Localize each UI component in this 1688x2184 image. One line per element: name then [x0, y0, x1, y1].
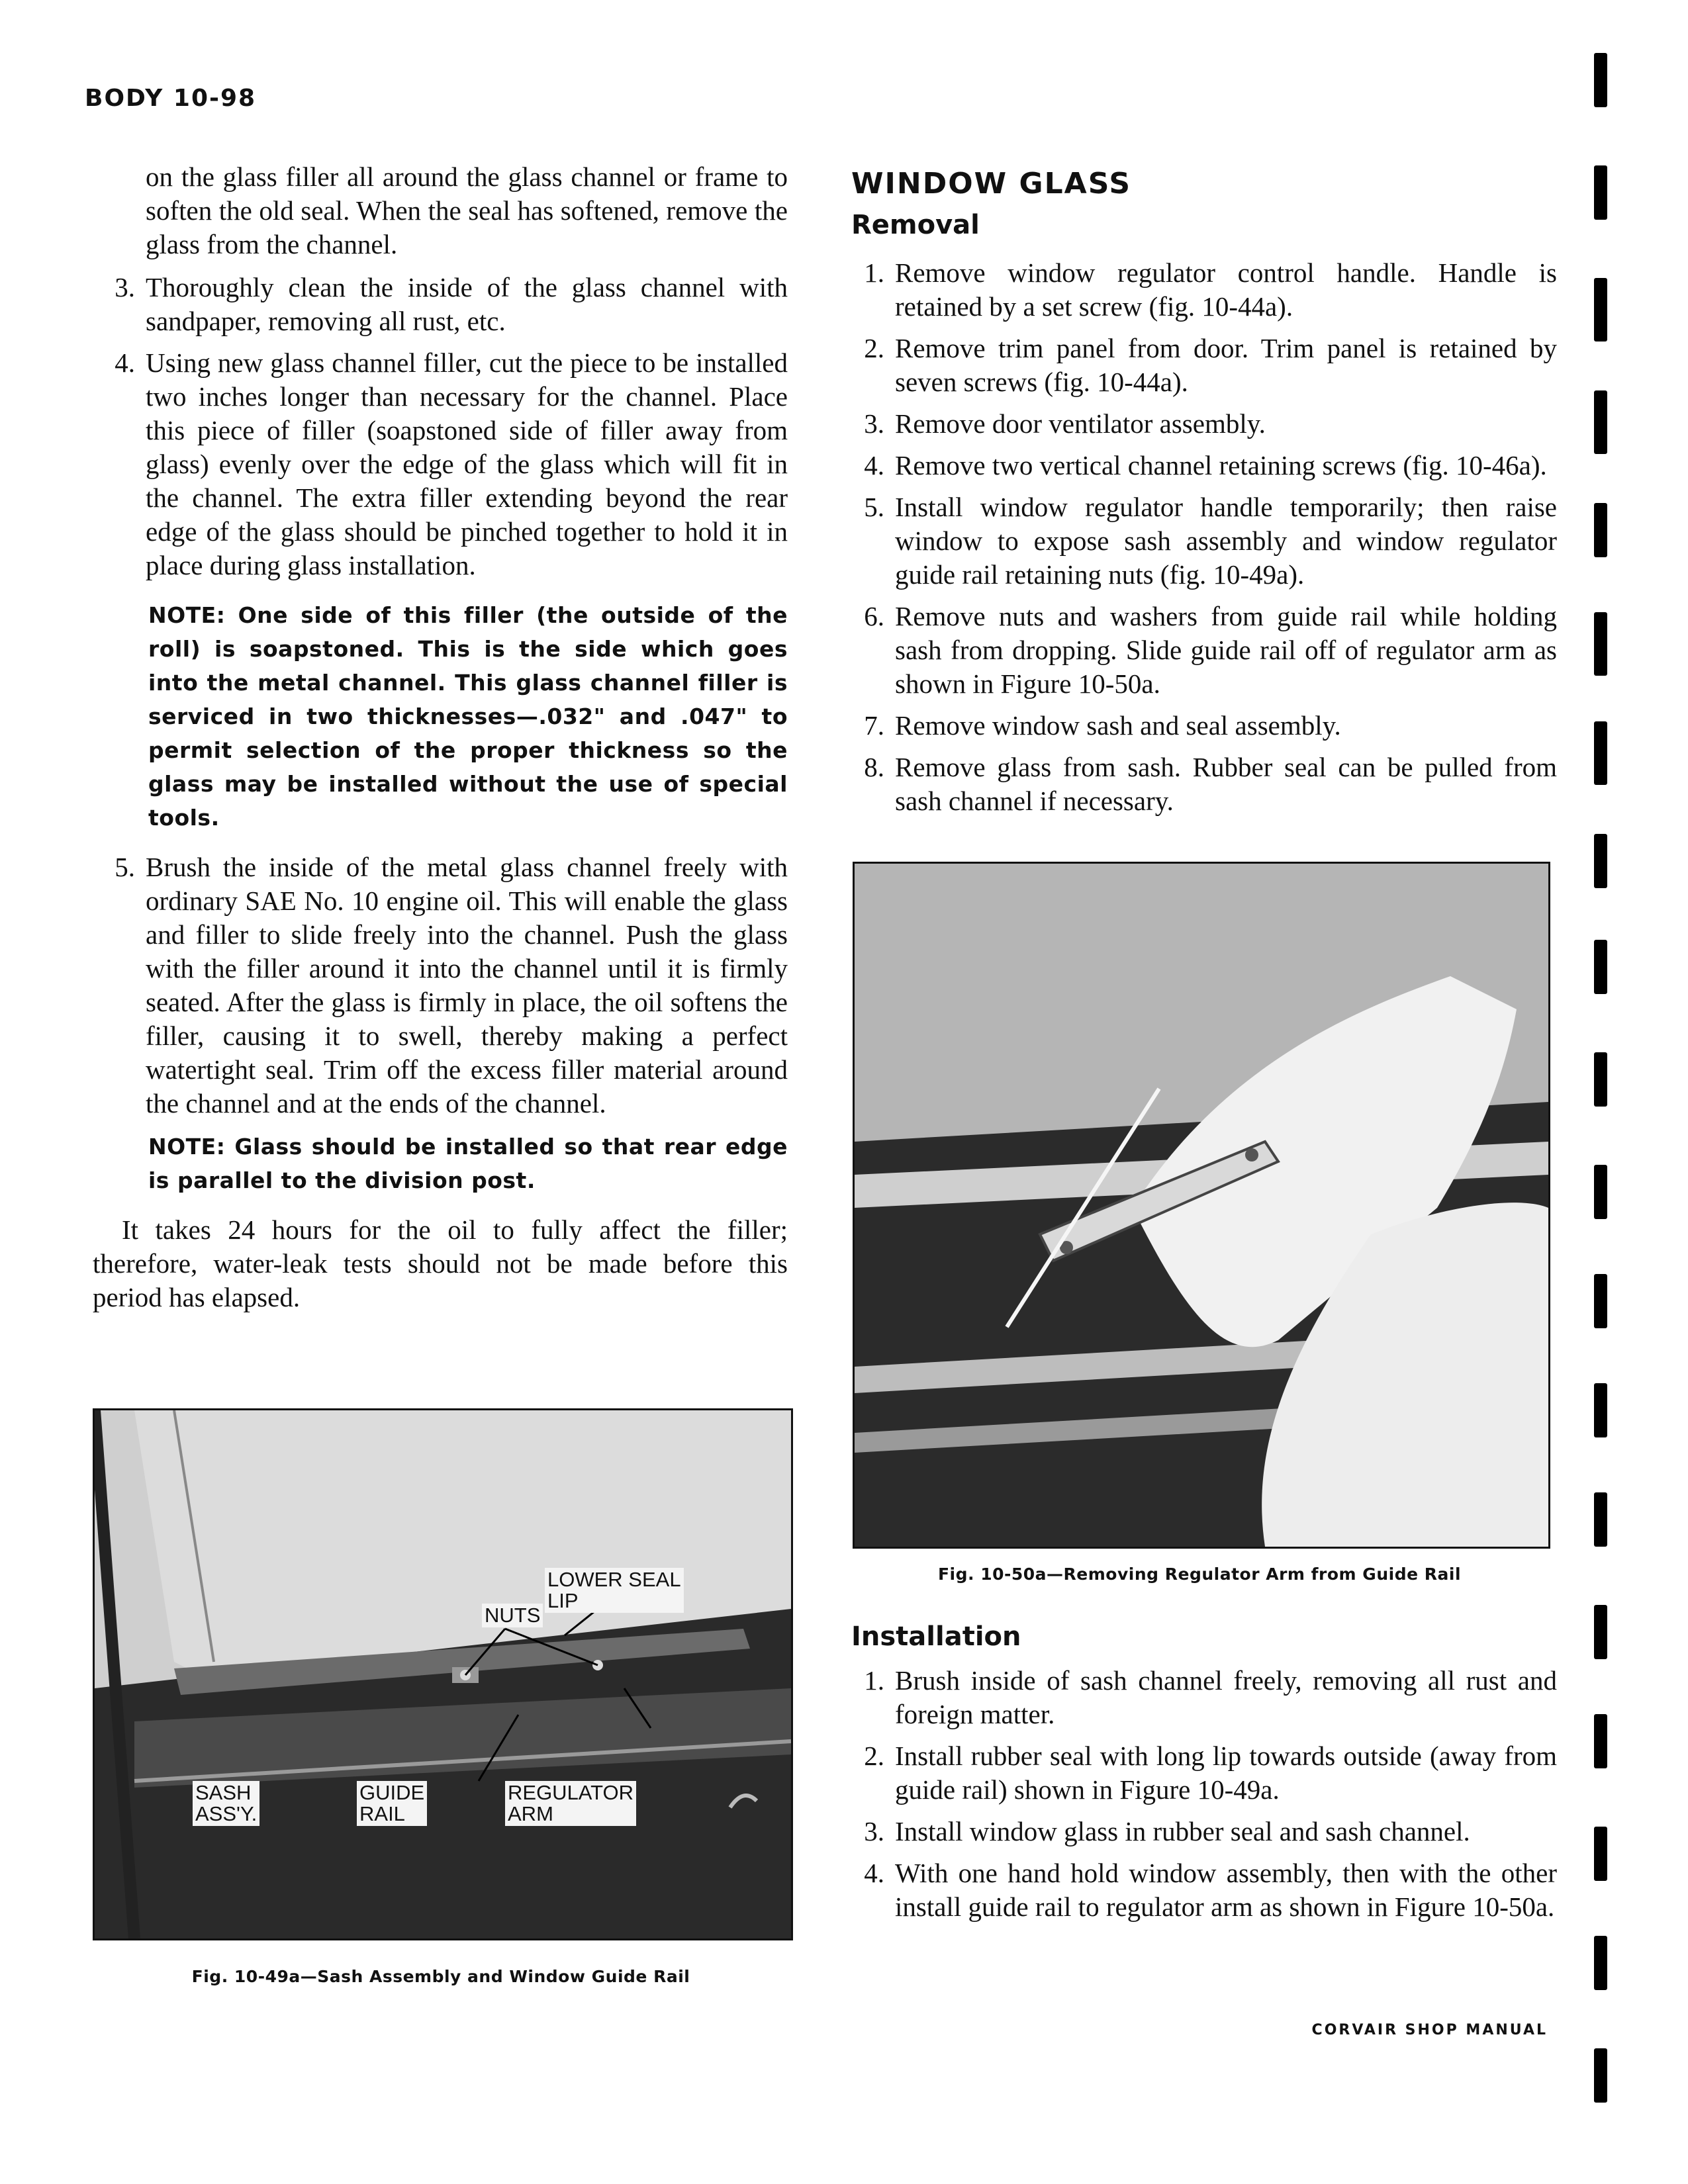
- revision-bar: [1594, 165, 1607, 220]
- item-number: 2.: [864, 333, 884, 363]
- item-number: 4.: [864, 1858, 884, 1888]
- revision-bar: [1594, 1052, 1607, 1107]
- item-number: 3.: [864, 1816, 884, 1846]
- item-number: 5.: [864, 492, 884, 522]
- item-text: Remove window sash and seal assembly.: [895, 710, 1341, 741]
- page-header: BODY 10-98: [85, 85, 257, 112]
- list-item: [842, 407, 1557, 441]
- list-item: [842, 709, 1557, 743]
- label-text: SASH: [195, 1781, 252, 1804]
- list-item: [842, 1664, 1557, 1731]
- item-text: Using new glass channel filler, cut the piece to be installed two inches longer than necessary for the channel. Place this piece of filler (soapstoned side of filler away from glass) evenly over the edge of the glass which will fit in the channel. The extra filler extending beyond the rear edge of the glass should be pinched together to hold it in place during glass installation.: [146, 347, 788, 580]
- list-item: [842, 1856, 1557, 1924]
- label-nuts: [482, 1604, 543, 1627]
- list-item: [842, 332, 1557, 399]
- item-number: 4.: [864, 450, 884, 480]
- right-column: [842, 160, 1557, 826]
- note-rear-edge: NOTE: Glass should be installed so that rear edge is parallel to the division post.: [148, 1134, 788, 1193]
- guide-rail-removal-illustration: [855, 864, 1548, 1547]
- label-text: REGULATOR: [508, 1781, 634, 1804]
- item-number: 5.: [115, 852, 135, 882]
- intro-paragraph: on the glass filler all around the glass channel or frame to soften the old seal. When the seal has softened, remove the glass from the channel.: [146, 161, 788, 259]
- list-item: [842, 256, 1557, 324]
- item-number: 2.: [864, 1741, 884, 1771]
- section-heading: WINDOW GLASS: [851, 167, 1132, 201]
- fig-10-50a-photo: [853, 862, 1550, 1549]
- label-text: ASS'Y.: [195, 1802, 258, 1825]
- item-text: Install rubber seal with long lip towards outside (away from guide rail) shown in Figure 10-49a.: [895, 1741, 1557, 1805]
- item-number: 3.: [115, 272, 135, 302]
- installation-heading: Installation: [851, 1621, 1021, 1652]
- item-text: Remove two vertical channel retaining screws (fig. 10-46a).: [895, 450, 1547, 480]
- list-item: [842, 600, 1557, 701]
- revision-bar: [1594, 53, 1607, 107]
- revision-bar: [1594, 1714, 1607, 1768]
- item-text: With one hand hold window assembly, then with the other install guide rail to regulator arm as shown in Figure 10-50a.: [895, 1858, 1557, 1922]
- revision-bar: [1594, 834, 1607, 888]
- revision-bar: [1594, 1605, 1607, 1659]
- label-text: NUTS: [485, 1604, 541, 1627]
- label-sash-assy: [193, 1781, 259, 1826]
- revision-bar: [1594, 1383, 1607, 1437]
- item-number: 1.: [864, 257, 884, 288]
- footer-manual-title: CORVAIR SHOP MANUAL: [1311, 2022, 1548, 2038]
- list-item: [842, 449, 1557, 482]
- list-item: [93, 271, 788, 338]
- item-text: Remove trim panel from door. Trim panel is retained by seven screws (fig. 10-44a).: [895, 333, 1557, 397]
- fig-10-50a-caption: Fig. 10-50a—Removing Regulator Arm from Guide Rail: [937, 1565, 1462, 1584]
- list-item: [93, 346, 788, 582]
- item-text: Remove nuts and washers from guide rail while holding sash from dropping. Slide guide rail off of regulator arm as shown in Figure 10-50a.: [895, 601, 1557, 699]
- revision-bar: [1594, 1165, 1607, 1219]
- label-lower-seal: [545, 1568, 684, 1613]
- revision-bar: [1594, 1274, 1607, 1328]
- sash-assembly-illustration: [95, 1410, 791, 1938]
- item-text: Brush inside of sash channel freely, removing all rust and foreign matter.: [895, 1665, 1557, 1729]
- revision-bar: [1594, 1936, 1607, 1990]
- revision-bar: [1594, 390, 1607, 454]
- label-text: LIP: [547, 1589, 579, 1612]
- item-text: Remove glass from sash. Rubber seal can be pulled from sash channel if necessary.: [895, 752, 1557, 816]
- label-regulator-arm: [505, 1781, 636, 1826]
- label-text: LOWER SEAL: [547, 1568, 681, 1591]
- revision-bar: [1594, 612, 1607, 676]
- revision-bar: [1594, 503, 1607, 557]
- item-text: Install window glass in rubber seal and sash channel.: [895, 1816, 1470, 1846]
- item-text: Brush the inside of the metal glass channel freely with ordinary SAE No. 10 engine oil. This will enable the glass and filler to slide freely into the channel. Push the glass with the filler around it into the channel until it is firmly seated. After the glass is firmly in place, the oil softens the filler, causing it to swell, thereby making a perfect watertight seal. Trim off the excess filler material around the channel and at the ends of the channel.: [146, 852, 788, 1118]
- item-number: 1.: [864, 1665, 884, 1696]
- item-number: 6.: [864, 601, 884, 631]
- list-item: [842, 1739, 1557, 1807]
- fig-10-49a-photo: [93, 1408, 793, 1940]
- list-item: [842, 751, 1557, 818]
- list-item: [842, 490, 1557, 592]
- item-number: 3.: [864, 408, 884, 439]
- item-number: 4.: [115, 347, 135, 378]
- revision-bar: [1594, 721, 1607, 785]
- list-item: [842, 1815, 1557, 1848]
- revision-bar: [1594, 2048, 1607, 2103]
- revision-bar: [1594, 1492, 1607, 1547]
- item-text: Remove window regulator control handle. Handle is retained by a set screw (fig. 10-44a).: [895, 257, 1557, 322]
- item-text: Remove door ventilator assembly.: [895, 408, 1266, 439]
- item-number: 8.: [864, 752, 884, 782]
- revision-bar: [1594, 1827, 1607, 1881]
- left-column: [93, 160, 788, 1314]
- label-text: RAIL: [359, 1802, 405, 1825]
- note-filler: NOTE: One side of this filler (the outside of the roll) is soapstoned. This is the side which goes into the metal channel. This glass channel filler is serviced in two thicknesses—.032" and .047" to permit selection of the proper thickness so the glass may be installed without the use of special tools.: [148, 602, 788, 831]
- installation-section: [842, 1621, 1557, 1932]
- label-guide-rail: [357, 1781, 427, 1826]
- item-text: Install window regulator handle temporarily; then raise window to expose sash assembly and window regulator guide rail retaining nuts (fig. 10-49a).: [895, 492, 1557, 590]
- removal-heading: Removal: [851, 210, 980, 240]
- revision-bar: [1594, 278, 1607, 341]
- item-number: 7.: [864, 710, 884, 741]
- item-text: Thoroughly clean the inside of the glass channel with sandpaper, removing all rust, etc.: [146, 272, 788, 336]
- label-text: GUIDE: [359, 1781, 425, 1804]
- closing-paragraph: It takes 24 hours for the oil to fully affect the filler; therefore, water-leak tests should not be made before this period has elapsed.: [93, 1214, 788, 1312]
- label-text: ARM: [508, 1802, 553, 1825]
- removal-list: [842, 256, 1557, 818]
- fig-10-49a-caption: Fig. 10-49a—Sash Assembly and Window Guide Rail: [191, 1967, 690, 1986]
- list-item: [93, 850, 788, 1120]
- revision-bar: [1594, 940, 1607, 994]
